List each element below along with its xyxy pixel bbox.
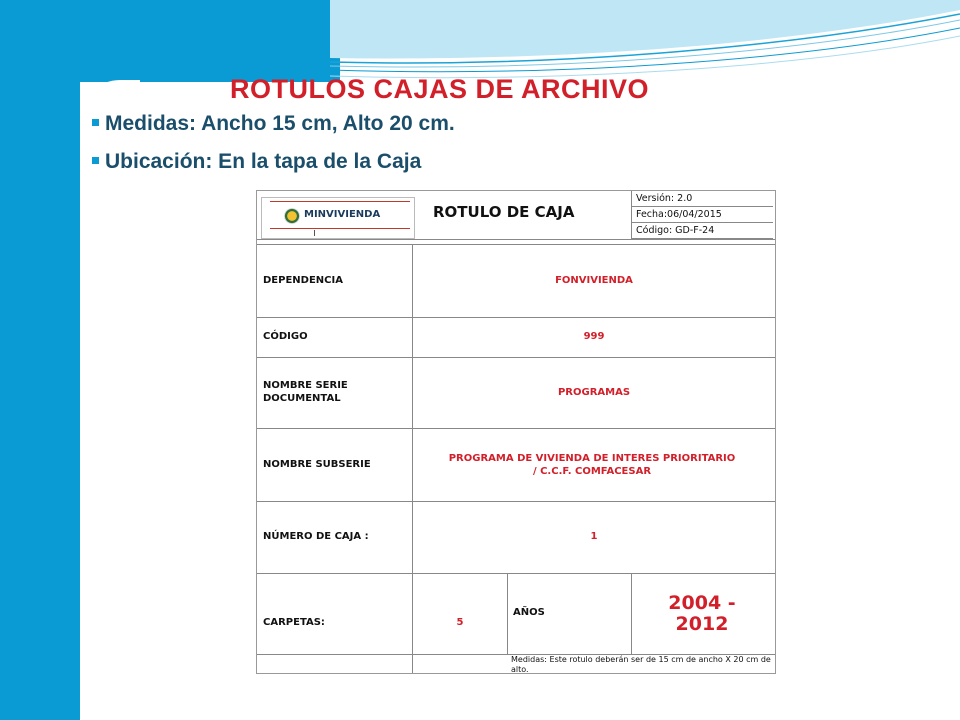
- field-label-numero-caja: NÚMERO DE CAJA :: [263, 531, 369, 542]
- field-value-subserie: PROGRAMA DE VIVIENDA DE INTERES PRIORITARIO / C.C.F. COMFACESAR: [448, 453, 736, 477]
- field-label-carpetas: CARPETAS:: [263, 617, 325, 628]
- row-divider: [257, 501, 775, 502]
- column-divider: [631, 573, 632, 654]
- field-value-anos: 2004 - 2012: [668, 592, 736, 635]
- row-divider: [257, 357, 775, 358]
- label-title: ROTULO DE CAJA: [433, 203, 575, 221]
- box-label-form: [256, 190, 776, 674]
- field-value-numero-caja: 1: [590, 531, 598, 542]
- column-divider: [412, 244, 413, 673]
- field-value-dependencia: FONVIVIENDA: [555, 275, 633, 286]
- field-label-anos: AÑOS: [513, 607, 545, 618]
- bullet-item: [92, 150, 421, 174]
- field-value-serie: PROGRAMAS: [557, 387, 631, 398]
- left-accent-band: [0, 0, 80, 720]
- field-value-codigo: 999: [583, 331, 605, 342]
- date-text: Fecha:06/04/2015: [631, 207, 773, 223]
- ministry-logo: [261, 197, 415, 239]
- document-meta: [631, 191, 773, 239]
- top-accent-band: [0, 0, 340, 82]
- version-text: Versión: 2.0: [631, 191, 773, 207]
- field-value-carpetas: 5: [456, 617, 464, 628]
- field-label-subserie: NOMBRE SUBSERIE: [263, 459, 371, 470]
- code-text: Código: GD-F-24: [631, 223, 773, 239]
- field-label-dependencia: DEPENDENCIA: [263, 275, 343, 286]
- row-divider: [257, 573, 775, 574]
- bullet-text: Medidas: Ancho 15 cm, Alto 20 cm.: [105, 112, 455, 135]
- column-divider: [507, 573, 508, 654]
- bullet-text: Ubicación: En la tapa de la Caja: [105, 150, 422, 173]
- logo-rule: [270, 228, 410, 229]
- row-divider: [257, 428, 775, 429]
- bullet-square-icon: [92, 157, 99, 164]
- logo-mark: [314, 230, 315, 236]
- row-divider: [257, 244, 775, 245]
- row-divider: [257, 239, 775, 240]
- logo-rule: [270, 201, 410, 202]
- slide-title: ROTULOS CAJAS DE ARCHIVO: [230, 74, 650, 104]
- logo-text: MINVIVIENDA: [304, 209, 381, 220]
- field-label-codigo: CÓDIGO: [263, 331, 308, 342]
- coat-of-arms-icon: [284, 208, 300, 224]
- field-label-serie: NOMBRE SERIE DOCUMENTAL: [263, 380, 348, 404]
- bullet-item: [92, 112, 455, 136]
- measurement-note: Medidas: Este rotulo deberán ser de 15 cm de ancho X 20 cm de alto.: [511, 655, 771, 674]
- row-divider: [257, 317, 775, 318]
- bullet-square-icon: [92, 119, 99, 126]
